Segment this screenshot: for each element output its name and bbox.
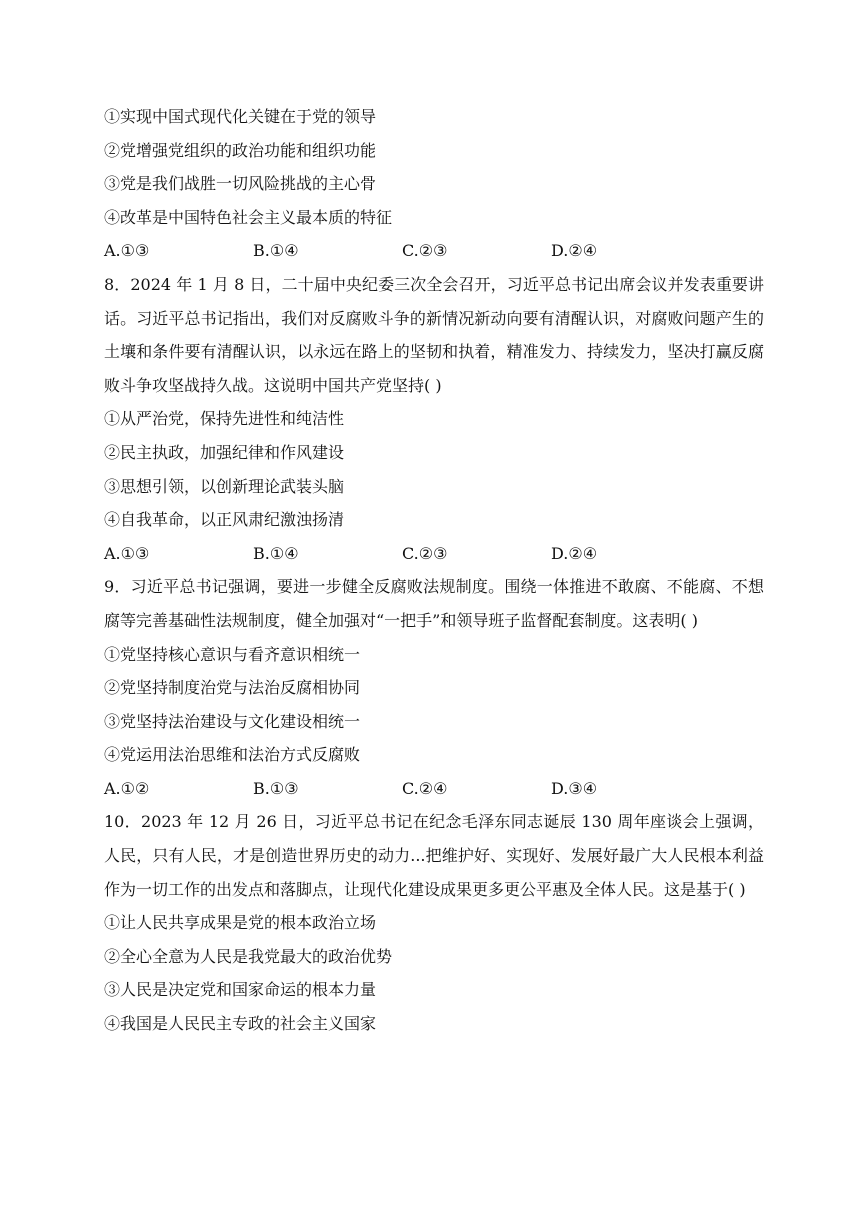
option-1: ①让人民共享成果是党的根本政治立场: [104, 913, 377, 933]
option-3: ③党坚持法治建设与文化建设相统一: [104, 711, 361, 731]
choice-d: D.②④: [551, 543, 598, 563]
choice-a: A.①③: [104, 241, 150, 261]
choice-b: B.①③: [253, 778, 299, 798]
answer-choices: [104, 234, 764, 268]
option-1: ①实现中国式现代化关键在于党的领导: [104, 107, 377, 126]
choice-b: B.①④: [253, 543, 299, 563]
choice-a: A.①③: [104, 543, 150, 563]
question-9: [104, 570, 764, 805]
choice-a: A.①②: [104, 778, 150, 798]
question-stem: 9．习近平总书记强调，要进一步健全反腐败法规制度。围绕一体推进不敢腐、不能腐、不想腐等完善基础性法规制度，健全加强对“一把手”和领导班子监督配套制度。这表明( ): [104, 577, 764, 630]
option-2: ②民主执政，加强纪律和作风建设: [104, 442, 345, 462]
option-1: ①党坚持核心意识与看齐意识相统一: [104, 644, 361, 664]
choice-c: C.②④: [402, 778, 448, 798]
option-4: ④自我革命，以正风肃纪激浊扬清: [104, 510, 345, 530]
option-1: ①从严治党，保持先进性和纯洁性: [104, 409, 345, 429]
question-stem: 8．2024 年 1 月 8 日，二十届中央纪委三次全会召开，习近平总书记出席会议并发表重要讲话。习近平总书记指出，我们对反腐败斗争的新情况新动向要有清醒认识，对腐败问题产生的土壤和条件要有清醒认识，以永远在路上的坚韧和执着，精准发力、持续发力，坚决打赢反腐败斗争攻坚战持久战。这说明中国共产党坚持( ): [104, 274, 764, 395]
option-4: ④党运用法治思维和法治方式反腐败: [104, 745, 361, 765]
choice-d: D.②④: [551, 241, 598, 261]
previous-question-block: [104, 100, 764, 268]
answer-choices: [104, 772, 764, 806]
answer-choices: [104, 537, 764, 571]
question-stem: 10．2023 年 12 月 26 日，习近平总书记在纪念毛泽东同志诞辰 130 周年座谈会上强调，人民，只有人民，才是创造世界历史的动力...把维护好、实现好、发展好最广大人民根本利益作为一切工作的出发点和落脚点，让现代化建设成果更多更公平惠及全体人民。这是基于( ): [104, 812, 764, 899]
choice-c: C.②③: [402, 241, 448, 261]
choice-b: B.①④: [253, 241, 299, 261]
question-8: [104, 268, 764, 570]
option-3: ③人民是决定党和国家命运的根本力量: [104, 980, 377, 1000]
option-2: ②党坚持制度治党与法治反腐相协同: [104, 678, 361, 698]
choice-c: C.②③: [402, 543, 448, 563]
option-3: ③党是我们战胜一切风险挑战的主心骨: [104, 174, 377, 194]
option-2: ②全心全意为人民是我党最大的政治优势: [104, 946, 393, 966]
option-4: ④改革是中国特色社会主义最本质的特征: [104, 207, 393, 227]
question-10: [104, 805, 764, 1040]
question-content: [104, 100, 764, 1041]
option-3: ③思想引领，以创新理论武装头脑: [104, 476, 345, 496]
option-4: ④我国是人民民主专政的社会主义国家: [104, 1014, 377, 1034]
choice-d: D.③④: [551, 778, 598, 798]
option-2: ②党增强党组织的政治功能和组织功能: [104, 140, 377, 160]
